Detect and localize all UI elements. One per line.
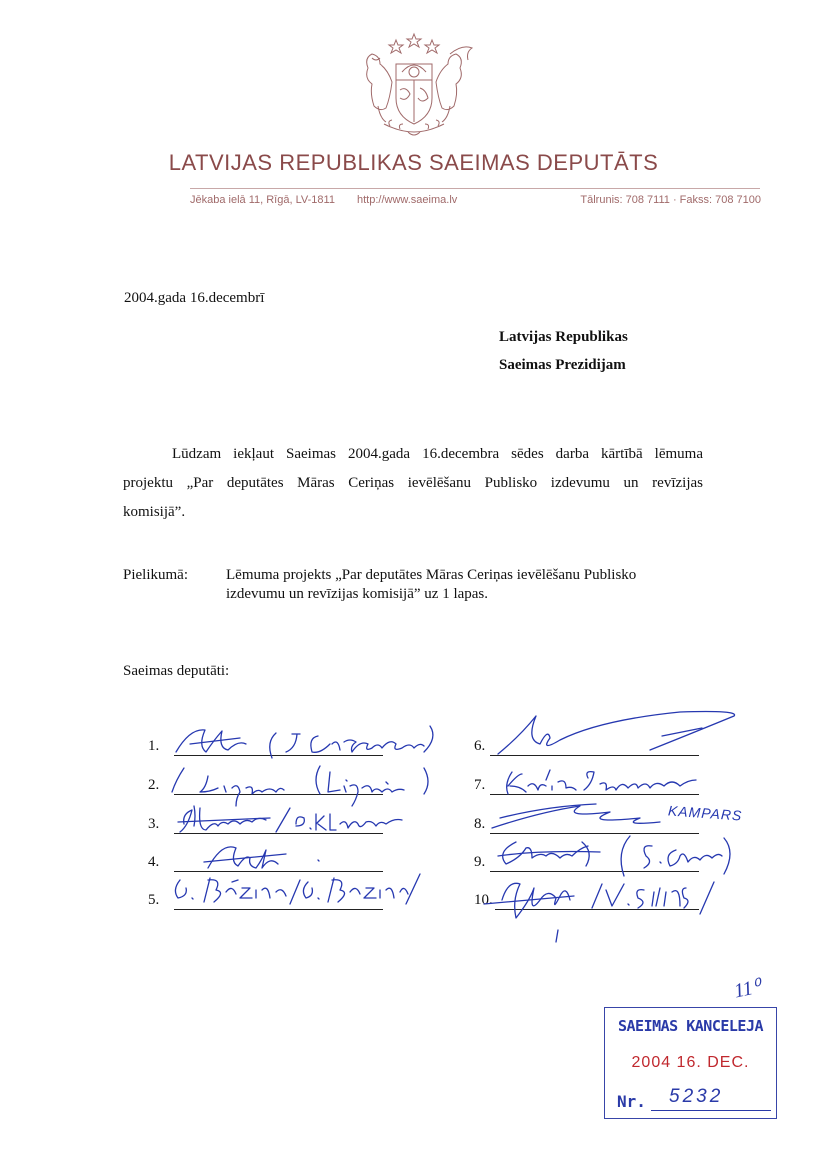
signature-6-handwriting (498, 712, 735, 755)
signature-4-handwriting (204, 847, 319, 868)
signature-number-10: 10. (474, 892, 493, 908)
stamp-number-line (651, 1110, 771, 1111)
letter-date: 2004.gada 16.decembrī (124, 290, 265, 306)
signature-2-handwriting (172, 766, 428, 806)
signature-number-7: 7. (474, 777, 486, 793)
handwritten-note: 11⁰ (732, 975, 763, 1003)
letterhead-title: LATVIJAS REPUBLIKAS SAEIMAS DEPUTĀTS (168, 150, 659, 175)
signature-number-2: 2. (148, 777, 160, 793)
registration-stamp (604, 1007, 777, 1119)
signature-7-handwriting (507, 770, 696, 794)
stamp-number-label: Nr. (617, 1092, 646, 1111)
signature-number-3: 3. (148, 816, 160, 832)
signature-number-4: 4. (148, 854, 160, 870)
attachment-line-1: Lēmuma projekts „Par deputātes Māras Ceriņas ievēlēšanu Publisko (226, 567, 637, 583)
stamp-date: 2004 16. DEC. (631, 1054, 750, 1071)
body-line-2: projektu „Par deputātes Māras Ceriņas ievēlēšanu Publisko izdevumu un revīzijas (123, 475, 703, 491)
signature-number-6: 6. (474, 738, 486, 754)
signature-number-8: 8. (474, 816, 486, 832)
signature-3-handwriting (178, 806, 402, 832)
signature-8-handwriting (492, 804, 660, 828)
stamp-number-value: 5232 (669, 1086, 724, 1107)
body-line-3: komisijā”. (123, 504, 186, 520)
signature-5-handwriting (175, 874, 420, 904)
signature-number-9: 9. (474, 854, 486, 870)
letterhead-address: Jēkaba ielā 11, Rīgā, LV-1811 (190, 194, 335, 206)
recipient-line-1: Latvijas Republikas (499, 329, 628, 345)
signature-number-1: 1. (148, 738, 160, 754)
signature-1-handwriting (176, 726, 433, 758)
letterhead-website: http://www.saeima.lv (357, 194, 458, 206)
attachment-label: Pielikumā: (123, 567, 188, 583)
stamp-title: SAEIMAS KANCELEJA (617, 1017, 764, 1035)
signature-number-5: 5. (148, 892, 160, 908)
recipient-line-2: Saeimas Prezidijam (499, 357, 626, 373)
signature-10-handwriting (484, 882, 714, 942)
signatories-title: Saeimas deputāti: (123, 663, 230, 679)
signature-9-handwriting (498, 836, 730, 876)
signature-8-name: KAMPARS (667, 802, 743, 824)
letterhead-contact: Tālrunis: 708 7111 · Fakss: 708 7100 (580, 194, 761, 206)
attachment-line-2: izdevumu un revīzijas komisijā” uz 1 lapas. (226, 586, 489, 602)
body-line-1: Lūdzam iekļaut Saeimas 2004.gada 16.decembra sēdes darba kārtībā lēmuma (172, 446, 703, 462)
